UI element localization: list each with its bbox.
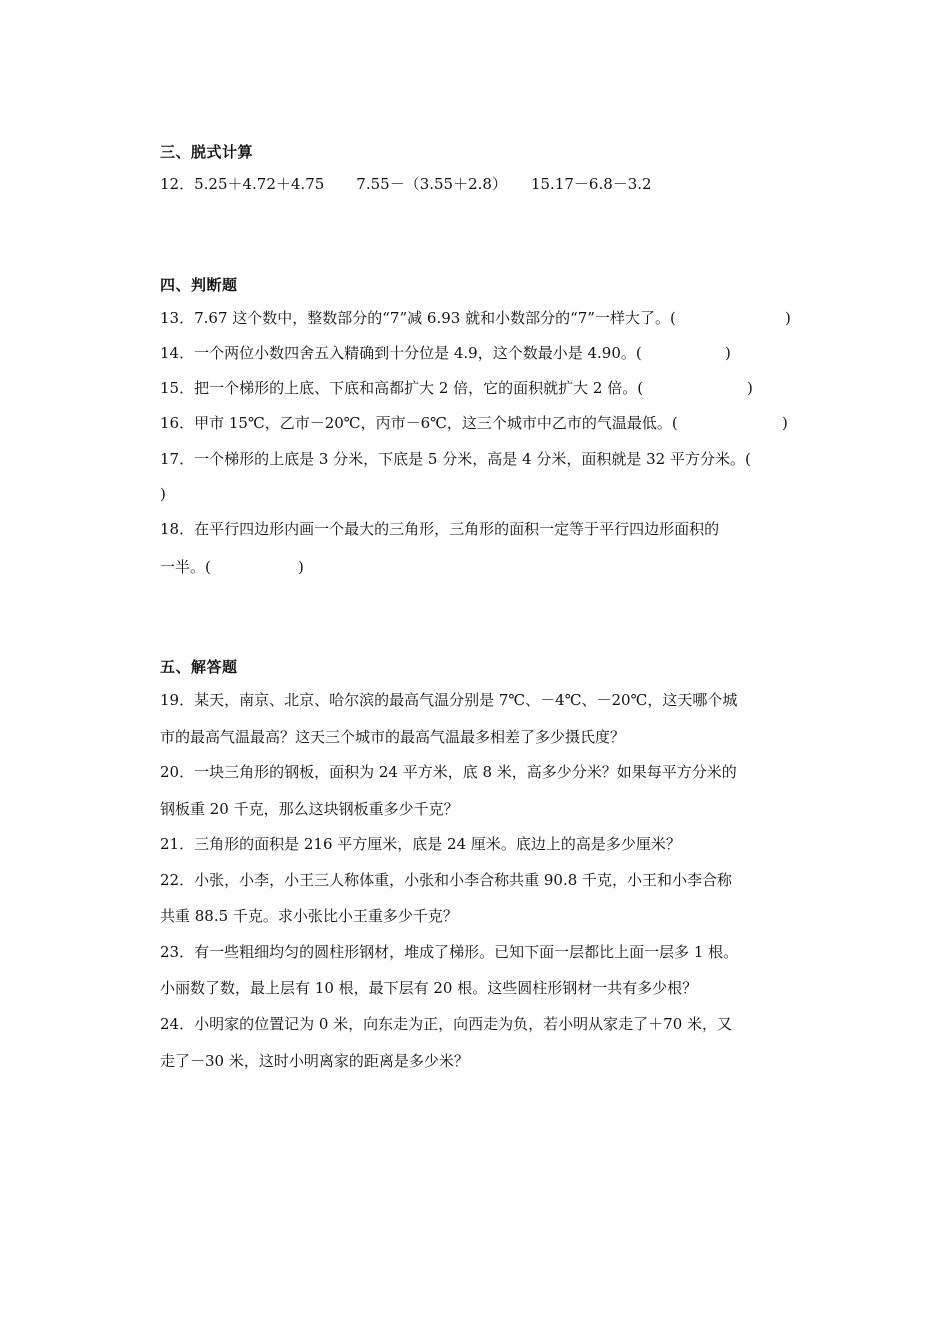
question-23-line-1: 23．有一些粗细均匀的圆柱形钢材，堆成了梯形。已知下面一层都比上面一层多 1 根。 <box>160 943 739 961</box>
question-18-line-1: 18．在平行四边形内画一个最大的三角形，三角形的面积一定等于平行四边形面积的 <box>160 520 720 538</box>
question-19-line-2: 市的最高气温最高？这天三个城市的最高气温最多相差了多少摄氏度？ <box>160 728 626 746</box>
section-title-word-problems: 五、解答题 <box>160 658 238 676</box>
question-15 <box>160 378 790 398</box>
answer-close-paren: ) <box>725 344 731 362</box>
answer-close-paren: ) <box>747 379 753 397</box>
question-23-line-2: 小丽数了数，最上层有 10 根，最下层有 20 根。这些圆柱形钢材一共有多少根？ <box>160 979 698 997</box>
question-12 <box>160 174 790 194</box>
question-16 <box>160 413 790 433</box>
question-text: 15．把一个梯形的上底、下底和高都扩大 2 倍，它的面积就扩大 2 倍。( <box>160 379 644 397</box>
question-20-line-2: 钢板重 20 千克，那么这块钢板重多少千克？ <box>160 800 459 818</box>
question-24-line-1: 24．小明家的位置记为 0 米，向东走为正，向西走为负，若小明从家走了＋70 米，又 <box>160 1015 733 1033</box>
question-20-line-1: 20．一块三角形的钢板，面积为 24 平方米，底 8 米，高多少分米？如果每平方分米的 <box>160 763 737 781</box>
question-22-line-1: 22．小张，小李，小王三人称体重，小张和小李合称共重 90.8 千克，小王和小李合称 <box>160 871 733 889</box>
question-text: 16．甲市 15℃，乙市－20℃，丙市－6℃，这三个城市中乙市的气温最低。( <box>160 414 678 432</box>
question-17-line-2: ) <box>160 485 166 503</box>
question-21: 21．三角形的面积是 216 平方厘米，底是 24 厘米。底边上的高是多少厘米？ <box>160 835 681 853</box>
question-18-line-2 <box>160 557 790 577</box>
question-text: 14．一个两位小数四舍五入精确到十分位是 4.9，这个数最小是 4.90。( <box>160 344 642 362</box>
answer-close-paren: ) <box>785 309 791 327</box>
answer-close-paren: ) <box>298 558 304 576</box>
question-14 <box>160 343 790 363</box>
question-19-line-1: 19．某天，南京、北京、哈尔滨的最高气温分别是 7℃、－4℃、－20℃，这天哪个城 <box>160 691 738 709</box>
answer-close-paren: ) <box>782 414 788 432</box>
question-24-line-2: 走了－30 米，这时小明离家的距离是多少米？ <box>160 1052 469 1070</box>
question-text: 13．7.67 这个数中，整数部分的“7”减 6.93 就和小数部分的“7”一样大了。( <box>160 309 676 327</box>
question-22-line-2: 共重 88.5 千克。求小张比小王重多少千克？ <box>160 907 458 925</box>
expression-1: 5.25＋4.72＋4.75 <box>194 175 325 193</box>
expression-3: 15.17－6.8－3.2 <box>530 175 652 193</box>
question-number: 12． <box>160 175 195 193</box>
section-title-calculation: 三、脱式计算 <box>160 143 254 161</box>
section-title-judgement: 四、判断题 <box>160 276 238 294</box>
question-13 <box>160 308 790 328</box>
question-text: 一半。( <box>160 558 211 576</box>
expression-2: 7.55－（3.55＋2.8） <box>356 175 507 193</box>
question-17-line-1: 17．一个梯形的上底是 3 分米，下底是 5 分米，高是 4 分米，面积就是 32 平方分米。( <box>160 450 751 468</box>
